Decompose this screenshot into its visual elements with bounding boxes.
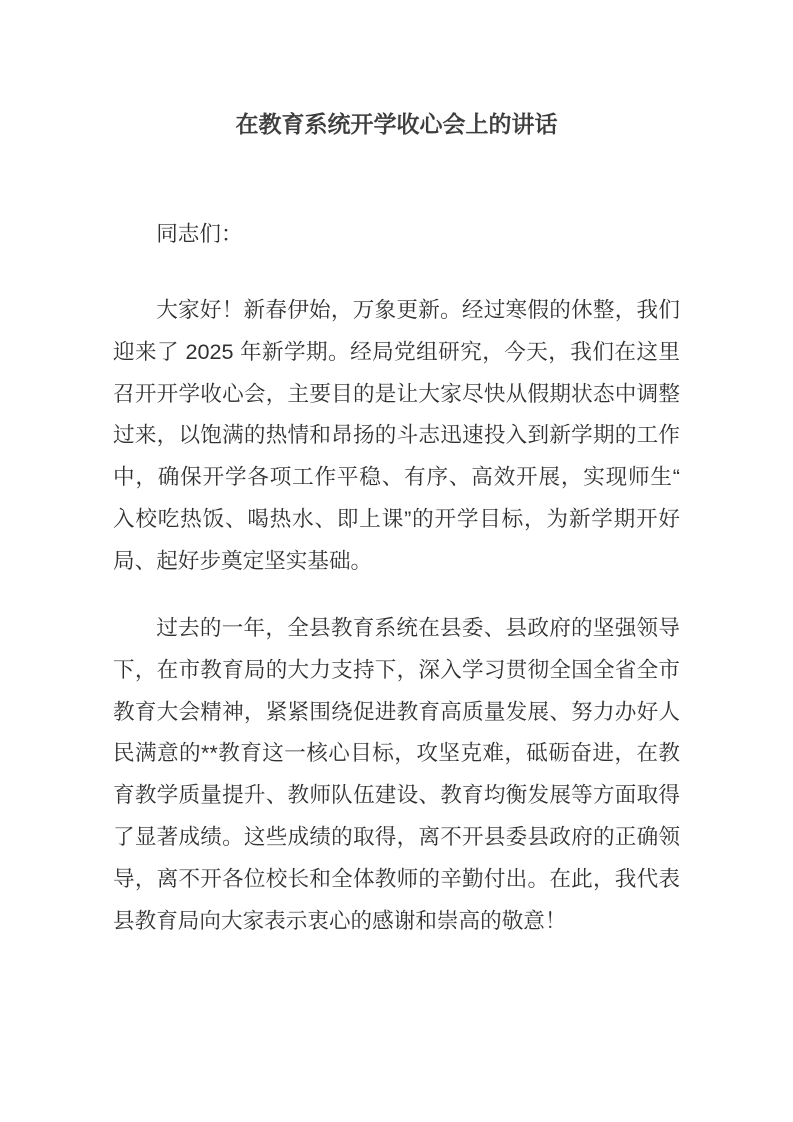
body-paragraph-2: 过去的一年，全县教育系统在县委、县政府的坚强领导下，在市教育局的大力支持下，深入学习贯彻全国全省全市教育大会精神，紧紧围绕促进教育高质量发展、努力办好人民满意的**教育这一核心目标，攻坚克难，砥砺奋进，在教育教学质量提升、教师队伍建设、教育均衡发展等方面取得了显著成绩。这些成绩的取得，离不开县委县政府的正确领导，离不开各位校长和全体教师的辛勤付出。在此，我代表县教育局向大家表示衷心的感谢和崇高的敬意！ bbox=[113, 615, 680, 933]
document-title: 在教育系统开学收心会上的讲话 bbox=[235, 111, 558, 137]
body-paragraph-1: 大家好！新春伊始，万象更新。经过寒假的休整，我们迎来了 2025 年新学期。经局党组研究，今天，我们在这里召开开学收心会，主要目的是让大家尽快从假期状态中调整过来，以饱满的热情和昂扬的斗志迅速投入到新学期的工作中，确保开学各项工作平稳、有序、高效开展，实现师生“入校吃热饭、喝热水、即上课”的开学目标，为新学期开好局、起好步奠定坚实基础。 bbox=[113, 297, 680, 573]
salutation-line: 同志们： bbox=[156, 221, 243, 246]
